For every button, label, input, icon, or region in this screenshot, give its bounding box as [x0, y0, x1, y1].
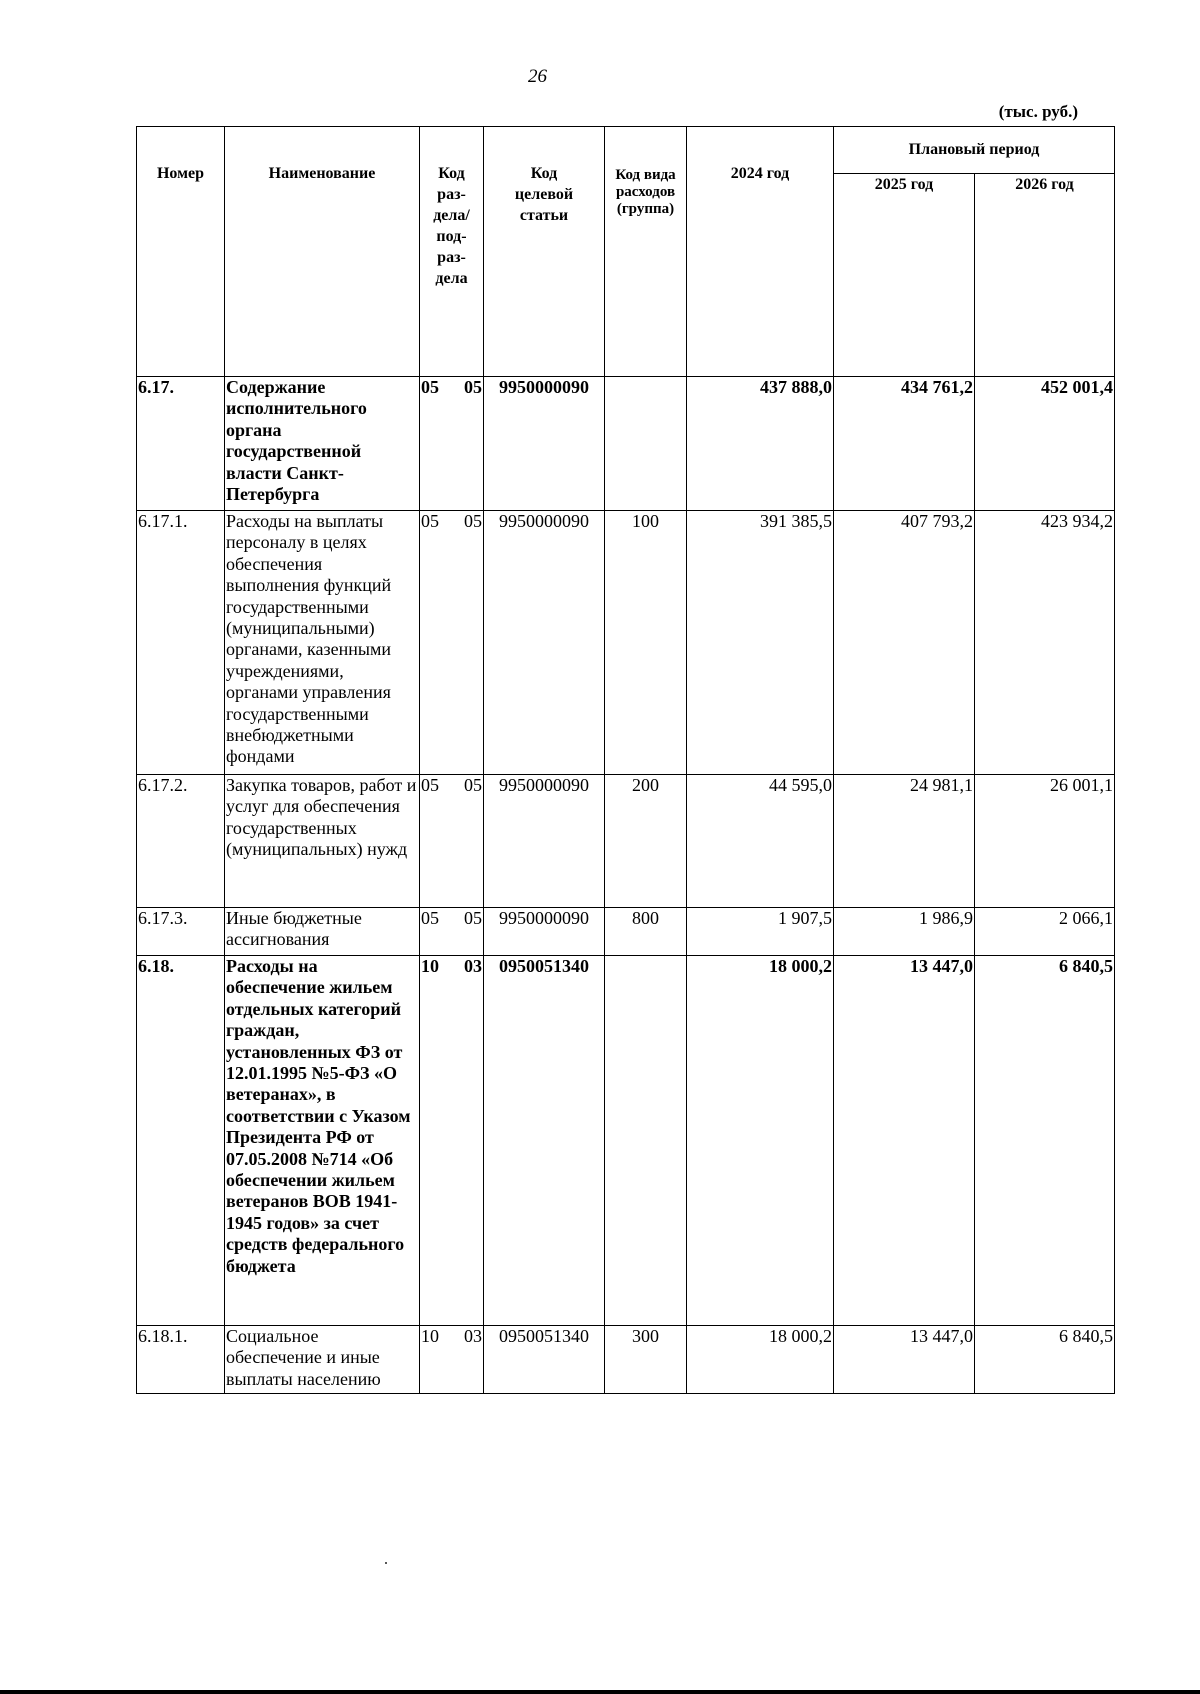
row-amount-2025: 13 447,0 — [834, 956, 975, 1326]
section: 05 — [421, 511, 439, 531]
table-row — [137, 511, 1115, 775]
row-section-code — [420, 956, 484, 1326]
row-amount-2025: 13 447,0 — [834, 1326, 975, 1394]
section: 10 — [421, 1326, 439, 1346]
section: 05 — [421, 377, 439, 397]
subsection: 05 — [464, 511, 482, 531]
subsection: 03 — [464, 1326, 482, 1346]
row-section-code — [420, 377, 484, 511]
unit-label: (тыс. руб.) — [998, 102, 1078, 121]
scan-speck — [385, 1562, 387, 1564]
row-amount-2026: 26 001,1 — [975, 775, 1115, 908]
header-year-2026: 2026 год — [975, 173, 1115, 376]
row-section-code — [420, 511, 484, 775]
row-amount-2024: 437 888,0 — [687, 377, 834, 511]
section: 05 — [421, 908, 439, 928]
row-amount-2025: 24 981,1 — [834, 775, 975, 908]
row-amount-2026: 2 066,1 — [975, 908, 1115, 956]
subsection: 05 — [464, 775, 482, 795]
row-name: Содержание исполнительного органа государственной власти Санкт-Петербурга — [225, 377, 420, 511]
header-expense-type: Код вида расходов (группа) — [605, 127, 687, 377]
header-section: Код раз- дела/ под- раз- дела — [420, 127, 484, 377]
row-amount-2024: 44 595,0 — [687, 775, 834, 908]
row-target-code: 9950000090 — [484, 511, 605, 775]
header-number: Номер — [137, 127, 225, 377]
row-amount-2024: 18 000,2 — [687, 1326, 834, 1394]
header-year-2025: 2025 год — [834, 173, 975, 376]
row-section-code — [420, 1326, 484, 1394]
row-amount-2024: 391 385,5 — [687, 511, 834, 775]
row-name: Социальное обеспечение и иные выплаты населению — [225, 1326, 420, 1394]
row-amount-2024: 1 907,5 — [687, 908, 834, 956]
row-target-code: 0950051340 — [484, 956, 605, 1326]
row-amount-2026: 452 001,4 — [975, 377, 1115, 511]
row-expense-type — [605, 377, 687, 511]
row-name: Иные бюджетные ассигнования — [225, 908, 420, 956]
row-number: 6.17.1. — [137, 511, 225, 775]
budget-table — [136, 126, 1115, 1394]
row-name: Закупка товаров, работ и услуг для обеспечения государственных (муниципальных) нужд — [225, 775, 420, 908]
header-planned-period: Плановый период — [834, 127, 1115, 174]
row-number: 6.17.3. — [137, 908, 225, 956]
section: 10 — [421, 956, 439, 976]
subsection: 05 — [464, 908, 482, 928]
page-number: 26 — [528, 66, 547, 87]
subsection: 05 — [464, 377, 482, 397]
header-name: Наименование — [225, 127, 420, 377]
row-target-code: 9950000090 — [484, 377, 605, 511]
row-expense-type: 200 — [605, 775, 687, 908]
row-expense-type — [605, 956, 687, 1326]
row-section-code — [420, 775, 484, 908]
header-year-2024: 2024 год — [687, 127, 834, 377]
row-number: 6.17.2. — [137, 775, 225, 908]
row-target-code: 0950051340 — [484, 1326, 605, 1394]
table-row — [137, 775, 1115, 908]
table-row — [137, 1326, 1115, 1394]
row-amount-2026: 423 934,2 — [975, 511, 1115, 775]
row-name: Расходы на обеспечение жильем отдельных категорий граждан, установленных ФЗ от 12.01.1995 №5-ФЗ «О ветеранах», в соответствии с Указом Президента РФ от 07.05.2008 №714 «Об обеспечении жильем ветеранов ВОВ 1941-1945 годов» за счет средств федерального бюджета — [225, 956, 420, 1326]
row-number: 6.17. — [137, 377, 225, 511]
row-amount-2025: 1 986,9 — [834, 908, 975, 956]
row-amount-2026: 6 840,5 — [975, 1326, 1115, 1394]
row-expense-type: 100 — [605, 511, 687, 775]
row-amount-2025: 434 761,2 — [834, 377, 975, 511]
row-target-code: 9950000090 — [484, 908, 605, 956]
row-amount-2025: 407 793,2 — [834, 511, 975, 775]
row-section-code — [420, 908, 484, 956]
row-target-code: 9950000090 — [484, 775, 605, 908]
row-expense-type: 300 — [605, 1326, 687, 1394]
table-row — [137, 377, 1115, 511]
row-name: Расходы на выплаты персоналу в целях обеспечения выполнения функций государственными (муниципальными) органами, казенными учреждениями, органами управления государственными внебюджетными фондами — [225, 511, 420, 775]
row-expense-type: 800 — [605, 908, 687, 956]
row-number: 6.18.1. — [137, 1326, 225, 1394]
row-amount-2026: 6 840,5 — [975, 956, 1115, 1326]
table-row — [137, 956, 1115, 1326]
page-bottom-edge — [0, 1690, 1200, 1694]
header-target-code: Код целевой статьи — [484, 127, 605, 377]
subsection: 03 — [464, 956, 482, 976]
table-row — [137, 908, 1115, 956]
section: 05 — [421, 775, 439, 795]
row-amount-2024: 18 000,2 — [687, 956, 834, 1326]
row-number: 6.18. — [137, 956, 225, 1326]
